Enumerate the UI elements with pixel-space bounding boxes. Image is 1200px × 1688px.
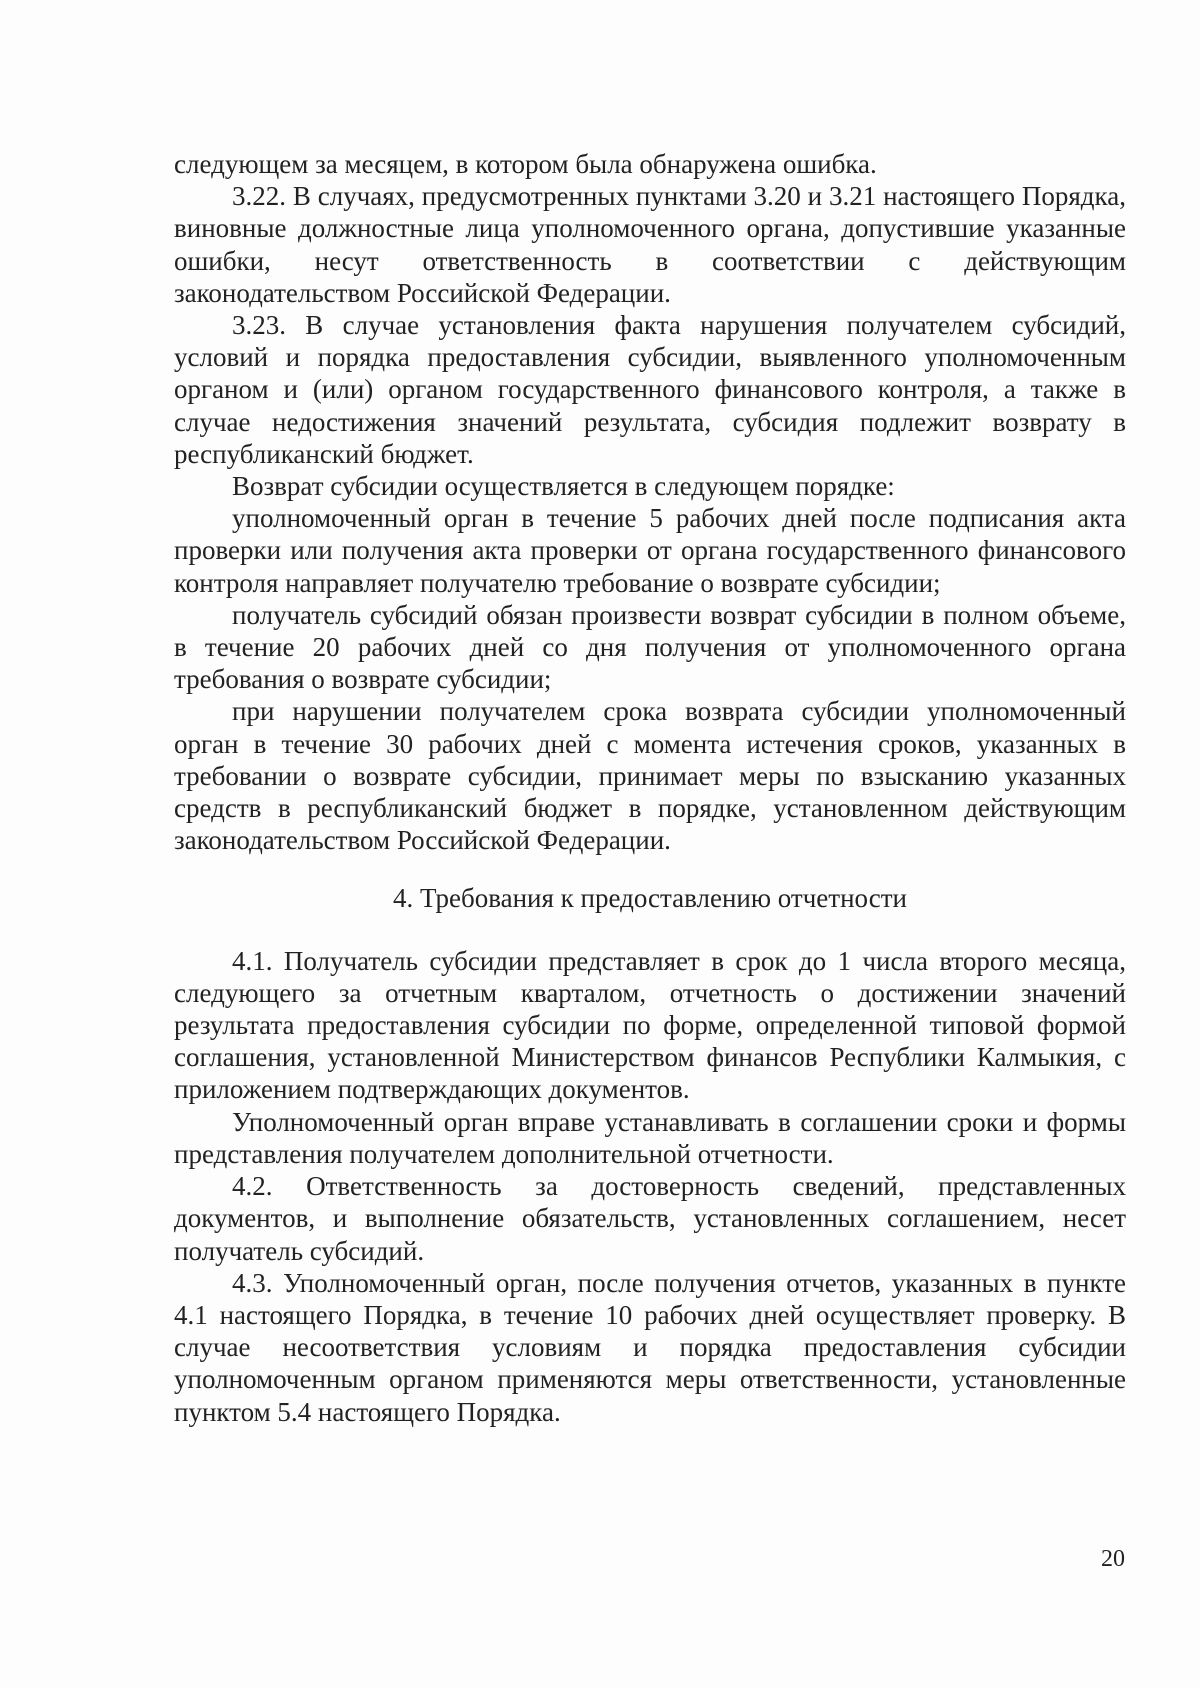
paragraph-return-step-2: получатель субсидий обязан произвести возврат субсидии в полном объеме, в течение 20 рабочих дней со дня получения от уполномоченного органа требования о возврате субсидии; [174,599,1126,695]
page-number: 20 [1101,1546,1125,1572]
document-body [174,148,1126,1428]
paragraph-additional-reporting: Уполномоченный орган вправе устанавливать в соглашении сроки и формы представления получателем дополнительной отчетности. [174,1106,1126,1169]
paragraph-4-1: 4.1. Получатель субсидии представляет в срок до 1 числа второго месяца, следующего за отчетным кварталом, отчетность о достижении значений результата предоставления субсидии по форме, определенной типовой формой соглашения, установленной Министерством финансов Республики Калмыкия, с приложением подтверждающих документов. [174,945,1126,1105]
paragraph-4-2: 4.2. Ответственность за достоверность сведений, представленных документов, и выполнение обязательств, установленных соглашением, несет получатель субсидий. [174,1171,1126,1266]
section-heading: 4. Требования к предоставлению отчетности [393,883,907,914]
paragraph-return-step-3: при нарушении получателем срока возврата субсидии уполномоченный орган в течение 30 рабочих дней с момента истечения сроков, указанных в требовании о возврате субсидии, принимает меры по взысканию указанных средств в республиканский бюджет в порядке, установленном действующим законодательством Российской Федерации. [174,696,1126,856]
paragraph-continuation: следующем за месяцем, в котором была обнаружена ошибка. [174,149,877,179]
paragraph-return-procedure: Возврат субсидии осуществляется в следующем порядке: [232,471,895,502]
paragraph-3-22: 3.22. В случаях, предусмотренных пунктами 3.20 и 3.21 настоящего Порядка, виновные должностные лица уполномоченного органа, допустившие указанные ошибки, несут ответственность в соответствии с действующим законодательством Российской Федерации. [174,181,1126,308]
paragraph-return-step-1: уполномоченный орган в течение 5 рабочих дней после подписания акта проверки или получения акта проверки от органа государственного финансового контроля направляет получателю требование о возврате субсидии; [174,503,1126,598]
paragraph-3-23: 3.23. В случае установления факта нарушения получателем субсидий, условий и порядка предоставления субсидии, выявленного уполномоченным органом и (или) органом государственного финансового контроля, а также в случае недостижения значений результата, субсидия подлежит возврату в республиканский бюджет. [174,310,1126,469]
paragraph-4-3: 4.3. Уполномоченный орган, после получения отчетов, указанных в пункте 4.1 настоящего Порядка, в течение 10 рабочих дней осуществляет проверку. В случае несоответствия условиям и порядка предоставления субсидии уполномоченным органом применяются меры ответственности, установленные пунктом 5.4 настоящего Порядка. [174,1267,1126,1427]
